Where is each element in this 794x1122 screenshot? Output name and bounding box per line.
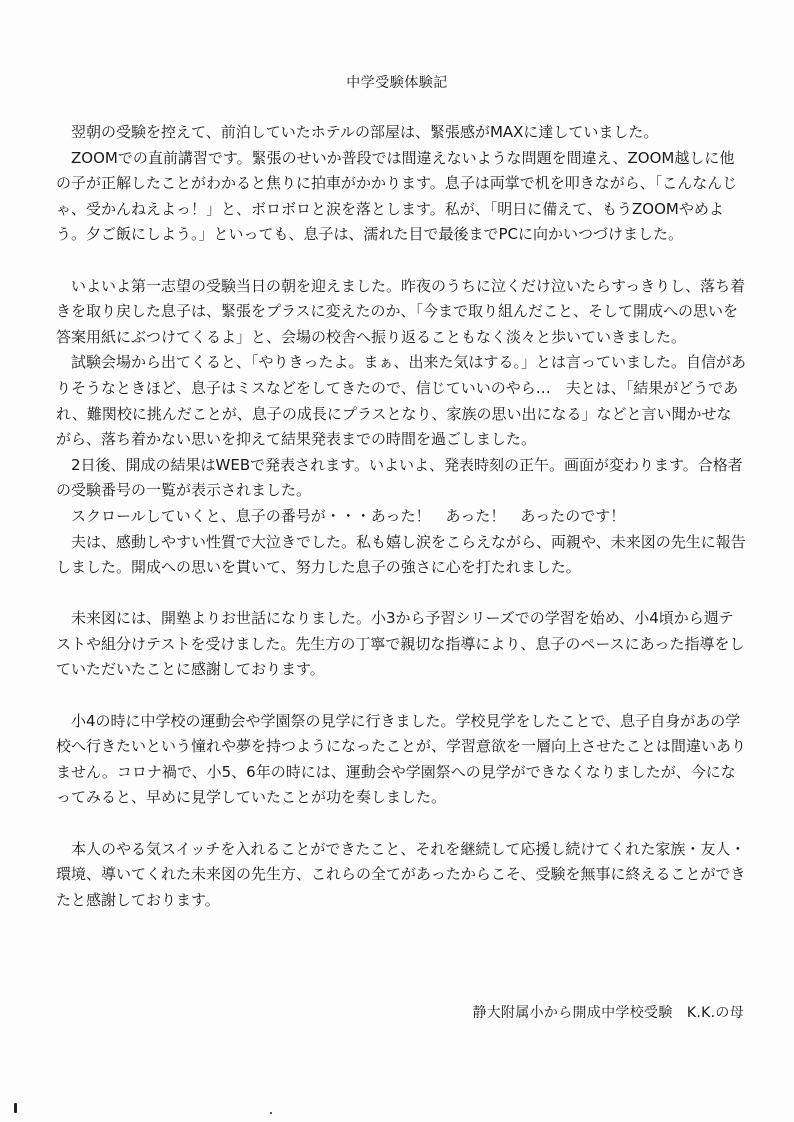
paragraph-spacer bbox=[56, 811, 746, 837]
paragraph-closing: 本人のやる気スイッチを入れることができたこと、それを継続して応援し続けてくれた家族・友人・環境、導いてくれた未来図の先生方、これらの全てがあったからこそ、受験を無事に終えることができたと感謝しております。 bbox=[56, 839, 746, 909]
paragraph-scroll: スクロールしていくと、息子の番号が・・・あった！ あった！ あったのです！ bbox=[71, 506, 626, 525]
scan-speck bbox=[270, 1112, 272, 1114]
paragraph-spacer bbox=[56, 581, 746, 607]
paragraph-spacer bbox=[56, 683, 746, 709]
paragraph-arrival: 翌朝の受験を控えて、前泊していたホテルの部屋は、緊張感がMAXに達していました。 bbox=[71, 123, 659, 141]
paragraph-after-exam: 試験会場から出てくると、「やりきったよ。まぁ、出来た気はする。」とは言っていました。自信がありそうなときほど、息子はミスなどをしてきたので、信じていいのやら… 夫とは、「結果がどうであれ、難関校に挑んだことが、息子の成長にプラスとなり、家族の思い出になる」などと言い聞かせながら、落ち着かない思いを抑えて結果発表までの時間を過ごしました。 bbox=[56, 353, 747, 449]
document-title: 中学受験体験記 bbox=[346, 75, 448, 91]
essay-body bbox=[56, 120, 746, 913]
paragraph-zoom-lesson: ZOOMでの直前講習です。緊張のせいか普段では間違えないような問題を間違え、ZOOM越しに他の子が正解したことがわかると焦りに拍車がかかります。息子は両掌で机を叩きながら、「こんなんじゃ、受かんねえよっ！」と、ボロボロと涙を落とします。私が、「明日に備えて、もうZOOMやめよう。夕ご飯にしよう。」といっても、息子は、濡れた目で最後までPCに向かいつづけました。 bbox=[56, 148, 738, 244]
paragraph-spacer bbox=[56, 248, 746, 274]
paragraph-school-thanks: 未来図には、開塾よりお世話になりました。小3から予習シリーズでの学習を始め、小4頃から週テストや組分けテストを受けました。先生方の丁寧で親切な指導により、息子のペースにあった指導をしていただいたことに感謝しております。 bbox=[56, 609, 745, 679]
paragraph-celebration: 夫は、感動しやすい性質で大泣きでした。私も嬉し涙をこらえながら、両親や、未来図の先生に報告しました。開成への思いを貫いて、努力した息子の強さに心を打たれました。 bbox=[56, 532, 746, 577]
author-signature: 静大附属小から開成中学校受験 K.K.の母 bbox=[472, 1005, 744, 1021]
paragraph-school-visit: 小4の時に中学校の運動会や学園祭の見学に行きました。学校見学をしたことで、息子自身があの学校へ行きたいという憧れや夢を持つようになったことが、学習意欲を一層向上させたことは間違いありません。コロナ禍で、小5、6年の時には、運動会や学園祭への見学ができなくなりましたが、今になってみると、早めに見学していたことが功を奏しました。 bbox=[56, 711, 747, 807]
paragraph-exam-morning: いよいよ第一志望の受験当日の朝を迎えました。昨夜のうちに泣くだけ泣いたらすっきりし、落ち着きを取り戻した息子は、緊張をプラスに変えたのか、「今まで取り組んだこと、そして開成への思いを答案用紙にぶつけてくるよ」と、会場の校舎へ振り返ることもなく淡々と歩いていきました。 bbox=[56, 276, 746, 346]
paragraph-results: 2日後、開成の結果はWEBで発表されます。いよいよ、発表時刻の正午。画面が変わります。合格者の受験番号の一覧が表示されました。 bbox=[56, 455, 743, 500]
scan-speck bbox=[14, 1103, 17, 1113]
